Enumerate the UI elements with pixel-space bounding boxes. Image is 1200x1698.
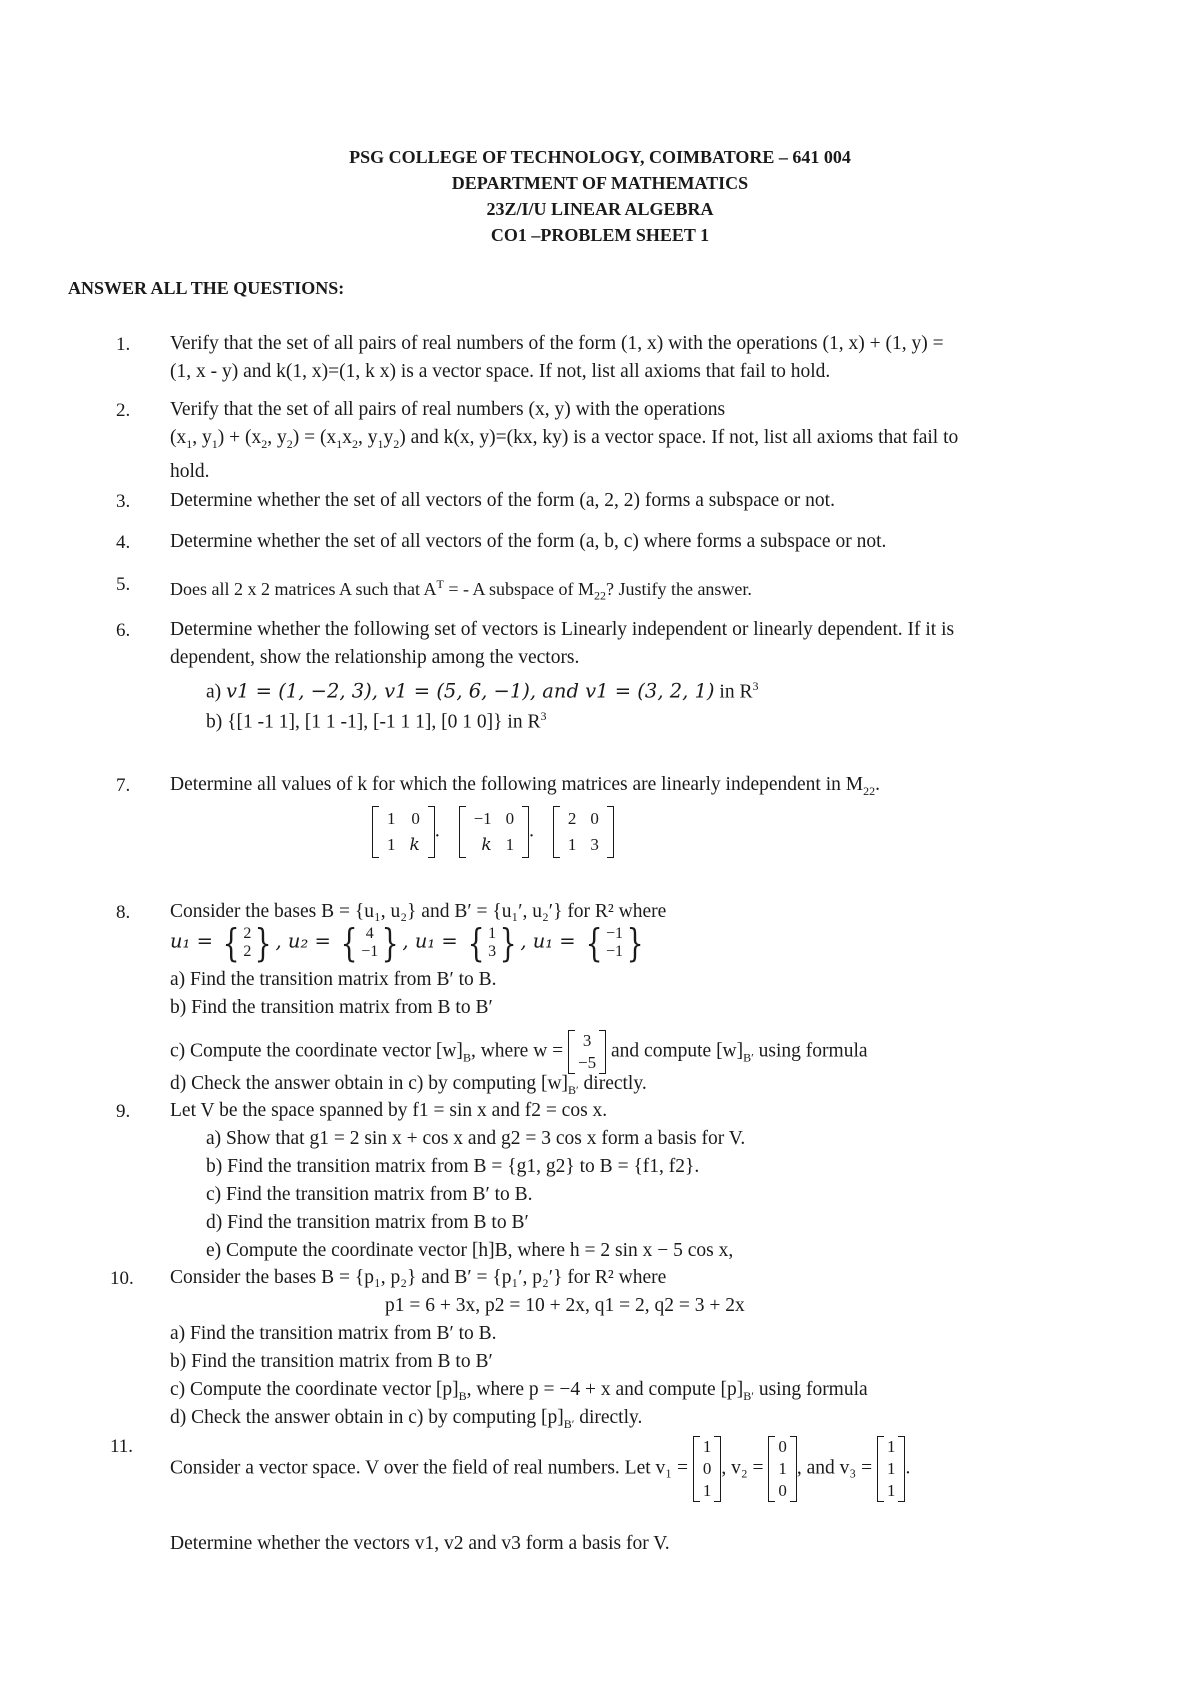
vector-u2-prime: −1 −1: [606, 925, 624, 960]
question-10b: b) Find the transition matrix from B to B′: [170, 1351, 493, 1372]
question-2: Verify that the set of all pairs of real numbers (x, y) with the operations ($x_1$, $y_1) + (x_2$, $y_2) = (x_1x_2$, $y_1y_2$) and k(x, y)=(kx, ky) is a vector space. If not, list all axioms that fail to hold.: [170, 399, 959, 482]
question-6: Determine whether the following set of vectors is Linearly independent or linearly dependent. If it is dependent, show the relationship among the vectors.: [170, 619, 955, 668]
question-number: 10.: [110, 1268, 134, 1289]
question-9a: a) Show that g1 = 2 sin x + cos x and g2 = 3 cos x form a basis for V.: [206, 1128, 746, 1149]
question-11-prompt: Determine whether the vectors v1, v2 and v3 form a basis for V.: [170, 1533, 670, 1554]
question-9d: d) Find the transition matrix from B to B′: [206, 1212, 529, 1233]
question-7: Determine all values of k for which the following matrices are linearly independent in $M_{22}$.: [170, 774, 880, 798]
question-number: 5.: [116, 574, 131, 595]
question-1: Verify that the set of all pairs of real numbers of the form (1, x) with the operations (1, x) + (1, y) = (1, x - y) and k(1, x)=(1, k x) is a vector space. If not, list all axioms that fail to hold.: [170, 333, 944, 382]
vector-u1: 2 2: [243, 925, 252, 960]
matrix-3: 2 0 1 3: [553, 806, 614, 858]
question-number: 4.: [116, 532, 131, 553]
question-9c: c) Find the transition matrix from B′ to B.: [206, 1184, 533, 1205]
question-6b: b) {[1 -1 1], [1 1 -1], [-1 1 1], [0 1 0]} in $R^3$: [206, 709, 547, 733]
question-3: Determine whether the set of all vectors of the form (a, 2, 2) forms a subspace or not.: [170, 490, 835, 511]
question-number: 1.: [116, 334, 131, 355]
question-9: Let V be the space spanned by f1 = sin x and f2 = cos x.: [170, 1100, 608, 1121]
sheet-title: CO1 –PROBLEM SHEET 1: [490, 225, 710, 245]
question-9b: b) Find the transition matrix from B = {g1, g2} to B = {f1, f2}.: [206, 1156, 700, 1177]
question-10a: a) Find the transition matrix from B′ to B.: [170, 1323, 497, 1344]
question-number: 6.: [116, 620, 131, 641]
polynomial-bases: p1 = 6 + 3x, p2 = 10 + 2x, q1 = 2, q2 = 3 + 2x: [385, 1295, 745, 1316]
question-8b: b) Find the transition matrix from B to B′: [170, 997, 493, 1018]
matrix-2: −1 0 k 1: [459, 806, 530, 858]
question-10: Consider the bases B = {p₁, p₂} and B′ = {p₁′, p₂′} for R² where: [170, 1267, 667, 1288]
question-8d: d) Check the answer obtain in c) by computing $[w]_{B'}$ directly.: [170, 1073, 647, 1097]
vector-v3: 1 1 1: [877, 1436, 906, 1502]
college-name: PSG COLLEGE OF TECHNOLOGY, COIMBATORE – 641 004: [349, 147, 851, 167]
matrix-list: 1 0 1 k . −1 0 k 1 . 2 0 1 3: [372, 806, 614, 858]
question-8: Consider the bases B = {u₁, u₂} and B′ = {u₁′, u₂′} for R² where: [170, 901, 667, 922]
vector-v1: 1 0 1: [693, 1436, 722, 1502]
department-name: DEPARTMENT OF MATHEMATICS: [451, 173, 749, 193]
question-8a: a) Find the transition matrix from B′ to B.: [170, 969, 497, 990]
question-number: 8.: [116, 902, 131, 923]
question-number: 11.: [110, 1436, 134, 1457]
instruction: ANSWER ALL THE QUESTIONS:: [68, 278, 345, 298]
vector-w: 3 −5: [568, 1030, 606, 1074]
question-10c: c) Compute the coordinate vector $[p]_B$, where p = −4 + x and compute $[p]_{B'}$ using formula: [170, 1379, 868, 1403]
course-title: 23Z/I/U LINEAR ALGEBRA: [486, 199, 714, 219]
question-number: 9.: [116, 1101, 131, 1122]
vector-u1-prime: 1 3: [488, 925, 497, 960]
basis-vectors: u₁ = { 2 2} , u₂ = { 4 −1} , u₁ = { 1 3} , u₁ = { −1 −1}: [170, 921, 644, 965]
question-8c: c) Compute the coordinate vector $[w]_B$, where w = 3 −5 and compute $[w]_{B'}$ using formula: [170, 1031, 868, 1072]
question-number: 2.: [116, 400, 131, 421]
question-10d: d) Check the answer obtain in c) by computing $[p]_{B'}$ directly.: [170, 1407, 643, 1431]
question-6a: a) v1 = (1, −2, 3), v1 = (5, 6, −1), and v1 = (3, 2, 1) in $R^3$: [206, 679, 759, 703]
question-5: Does all 2 x 2 matrices A such that $A^T$ = - A subspace of $M_{22}$? Justify the answer.: [170, 577, 752, 603]
question-number: 3.: [116, 491, 131, 512]
matrix-1: 1 0 1 k: [372, 806, 435, 858]
vector-u2: 4 −1: [361, 925, 379, 960]
question-9e: e) Compute the coordinate vector [h]B, where h = 2 sin x − 5 cos x,: [206, 1240, 734, 1261]
question-number: 7.: [116, 775, 131, 796]
document-header: [0, 144, 1200, 248]
question-4: Determine whether the set of all vectors of the form (a, b, c) where forms a subspace or not.: [170, 531, 887, 552]
vector-v2: 0 1 0: [768, 1436, 797, 1502]
question-11: Consider a vector space. V over the field of real numbers. Let v₁ = 1 0 1 , v₂ = 0 1 0 , and v₃ = 1 1 1 .: [170, 1437, 911, 1500]
